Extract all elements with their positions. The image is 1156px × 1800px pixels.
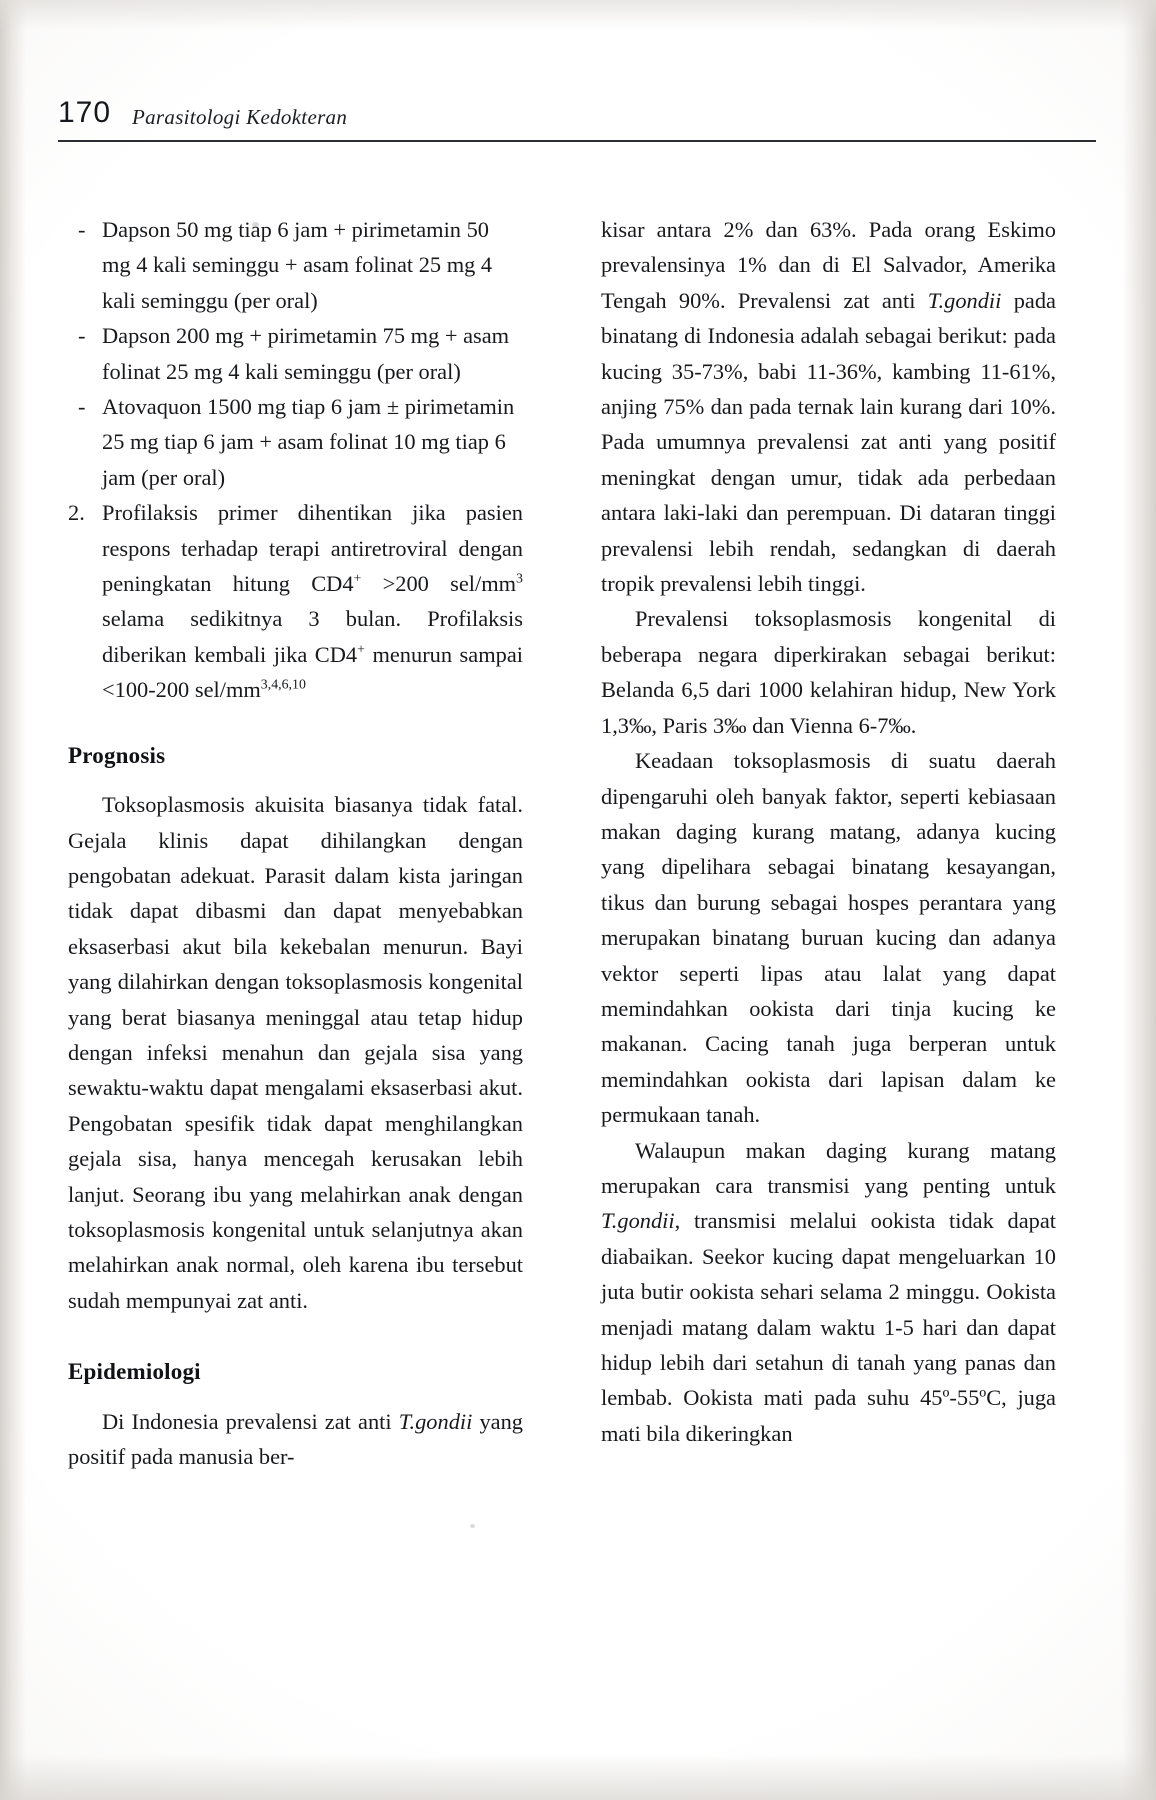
book-title: Parasitologi Kedokteran bbox=[132, 105, 348, 129]
scan-edge-top bbox=[0, 0, 1156, 30]
transmission-text-2: , transmisi melalui ookista tidak dapat diabaikan. Seekor kucing dapat mengeluarkan 10 juta butir ookista sehari selama 2 minggu. Ookista menjadi matang dalam waktu 1-5 hari dan dapat hidup lebih dari setahun di tanah yang panas dan lembab. Ookista mati pada suhu 45º-55ºC, juga mati bila dikeringkan bbox=[601, 1208, 1056, 1446]
drug-regimen-text: Atovaquon 1500 mg tiap 6 jam ± pirimetamin 25 mg tiap 6 jam + asam folinat 10 mg tiap 6 jam (per oral) bbox=[102, 394, 515, 490]
drug-regimen-list bbox=[68, 212, 523, 495]
heading-prognosis: Prognosis bbox=[68, 742, 166, 768]
prophylaxis-paragraph bbox=[102, 495, 523, 707]
paragraph-transmission bbox=[601, 1133, 1056, 1452]
reference-superscript: 3,4,6,10 bbox=[260, 677, 306, 693]
prophylaxis-text-4: menurun sampai <100-200 sel/mm bbox=[102, 641, 523, 703]
cd4-superscript-plus: + bbox=[353, 571, 362, 587]
prevalence-text-2: pada binatang di Indonesia adalah sebagai berikut: pada kucing 35-73%, babi 11-36%, kambing 11-61%, anjing 75% dan pada ternak lain kurang dari 10%. Pada umumnya prevalensi zat anti yang positif meningkat dengan umur, tidak ada perbedaan antara laki-laki dan perempuan. Di dataran tinggi prevalensi lebih rendah, sedangkan di daerah tropik prevalensi lebih tinggi. bbox=[601, 287, 1056, 597]
drug-regimen-text: Dapson 200 mg + pirimetamin 75 mg + asam folinat 25 mg 4 kali seminggu (per oral) bbox=[102, 323, 510, 384]
scan-speckle bbox=[470, 1524, 475, 1528]
list-item bbox=[68, 318, 523, 389]
scan-edge-bottom bbox=[0, 1754, 1156, 1800]
paragraph-regional-factors: Keadaan toksoplasmosis di suatu daerah dipengaruhi oleh banyak faktor, seperti kebiasaan makan daging kurang matang, adanya kucing yang dipelihara sebagai binatang kesayangan, tikus dan burung sebagai hospes perantara yang merupakan binatang buruan kucing dan adanya vektor seperti lipas atau lalat yang dapat memindahkan ookista dari tinja kucing ke makanan. Cacing tanah juga berperan untuk memindahkan ookista dari lapisan dalam ke permukaan tanah. bbox=[601, 748, 1056, 1128]
paragraph-congenital-prevalence: Prevalensi toksoplasmosis kongenital di beberapa negara diperkirakan sebagai berikut: Belanda 6,5 dari 1000 kelahiran hidup, New York 1,3‰, Paris 3‰ dan Vienna 6-7‰. bbox=[601, 606, 1056, 738]
paragraph-prognosis: Toksoplasmosis akuisita biasanya tidak fatal. Gejala klinis dapat dihilangkan dengan pengobatan adekuat. Parasit dalam kista jaringan tidak dapat dibasmi dan dapat menyebabkan eksaserbasi akut bila kekebalan menurun. Bayi yang dilahirkan dengan toksoplasmosis kongenital yang berat biasanya meninggal atau tetap hidup dengan infeksi menahun dan gejala sisa yang sewaktu-waktu dapat mengalami eksaserbasi akut. Pengobatan spesifik tidak dapat menghilangkan gejala sisa, hanya mencegah kerusakan lebih lanjut. Seorang ibu yang melahirkan anak dengan toksoplasmosis kongenital untuk selanjutnya akan melahirkan anak normal, oleh karena ibu tersebut sudah mempunyai zat anti. bbox=[68, 792, 523, 1313]
paragraph-prevalence-continued bbox=[601, 212, 1056, 601]
list-item bbox=[68, 389, 523, 495]
header-rule bbox=[58, 140, 1096, 142]
paragraph-epidemiologi bbox=[68, 1404, 523, 1475]
transmission-text-1: Walaupun makan daging kurang matang merupakan cara transmisi yang penting untuk bbox=[601, 1137, 1056, 1198]
spacer bbox=[68, 1318, 523, 1354]
spacer bbox=[68, 773, 523, 787]
epidemiologi-text-1: Di Indonesia prevalensi zat anti bbox=[102, 1408, 399, 1434]
species-name-italic: T.gondii bbox=[398, 1408, 473, 1434]
cd4-superscript-plus: + bbox=[357, 642, 365, 658]
spacer bbox=[68, 1390, 523, 1404]
heading-epidemiologi: Epidemiologi bbox=[68, 1359, 201, 1385]
page-number: 170 bbox=[58, 96, 112, 129]
left-column bbox=[68, 212, 523, 1474]
list-item bbox=[68, 495, 523, 707]
right-column bbox=[601, 212, 1056, 1451]
prophylaxis-text-1: Profilaksis primer dihentikan jika pasien respons terhadap terapi antiretroviral dengan peningkatan hitung CD4 bbox=[102, 500, 523, 597]
spacer bbox=[68, 708, 523, 738]
list-item bbox=[68, 212, 523, 318]
prevalence-text-1: kisar antara 2% dan 63%. Pada orang Eskimo prevalensinya 1% dan di El Salvador, Amerika Tengah 90%. Prevalensi zat anti bbox=[601, 217, 1056, 313]
species-name-italic: T.gondii bbox=[927, 287, 1002, 313]
drug-regimen-text: Dapson 50 mg tiap 6 jam + pirimetamin 50 mg 4 kali seminggu + asam folinat 25 mg 4 kali seminggu (per oral) bbox=[102, 217, 493, 313]
scan-edge-left bbox=[0, 0, 26, 1800]
list-marker: 2. bbox=[68, 500, 85, 526]
running-head bbox=[58, 96, 1098, 148]
prophylaxis-text-2: >200 sel/mm bbox=[361, 571, 517, 597]
cubic-superscript: 3 bbox=[516, 571, 523, 587]
epidemiologi-text-2: yang positif pada manusia ber- bbox=[68, 1408, 523, 1469]
species-name-italic: T.gondii bbox=[601, 1208, 675, 1234]
scan-edge-right bbox=[1122, 0, 1156, 1800]
prophylaxis-numbered-list bbox=[68, 495, 523, 707]
prophylaxis-text-3: selama sedikitnya 3 bulan. Profilaksis diberikan kembali jika CD4 bbox=[102, 606, 523, 667]
